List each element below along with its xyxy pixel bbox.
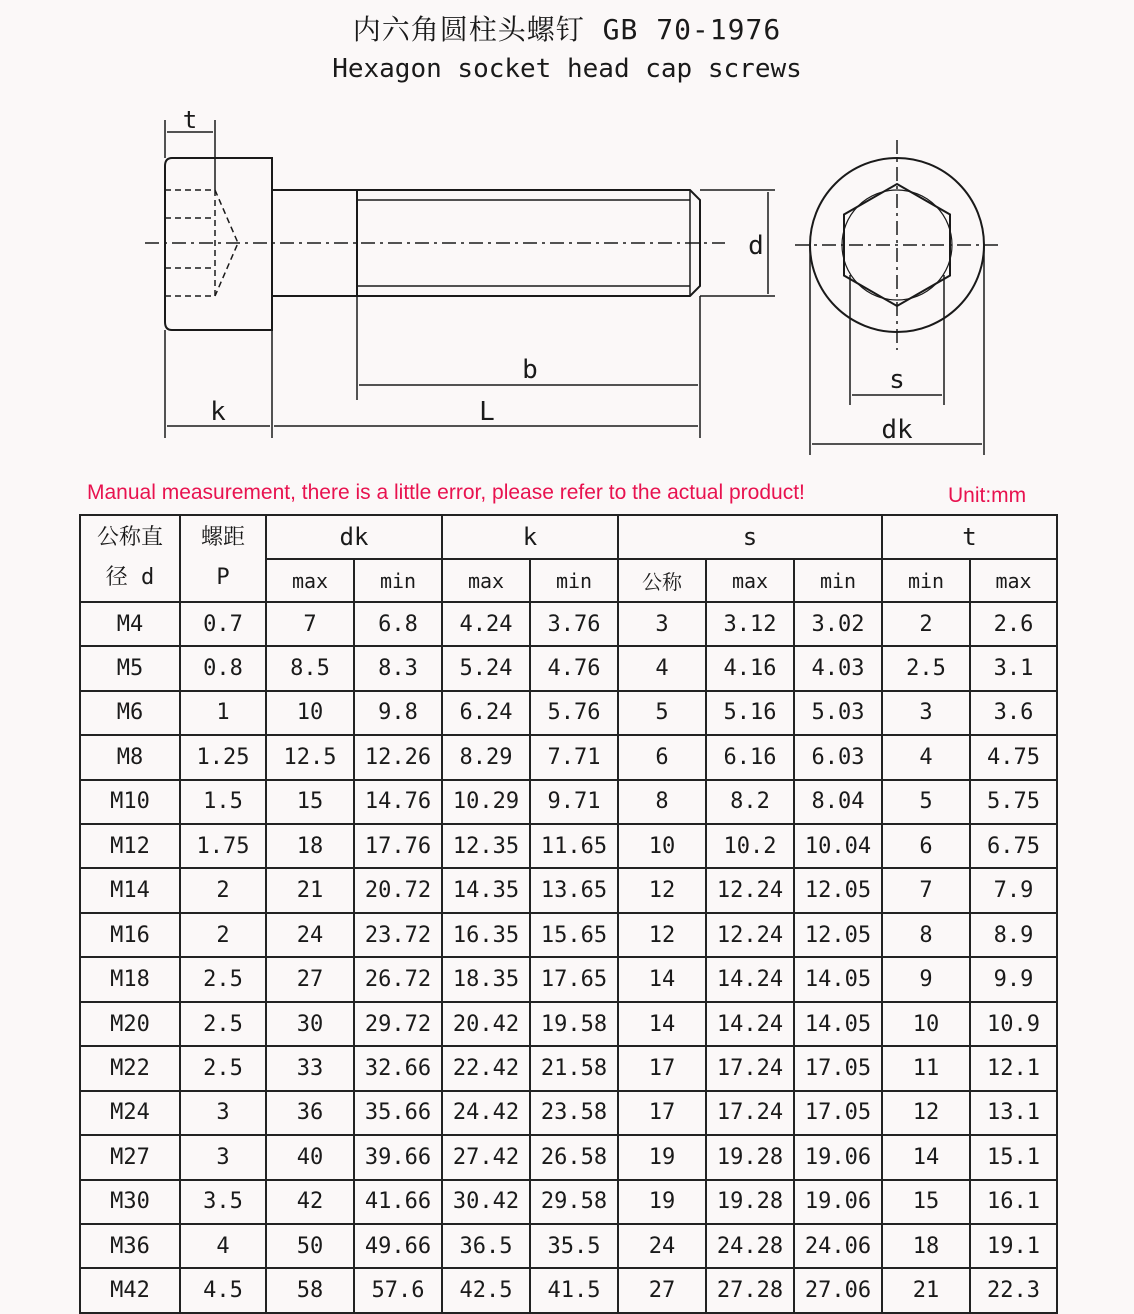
table-cell: 3 — [180, 1135, 266, 1179]
table-cell: 3.02 — [794, 602, 882, 646]
table-cell: 16.1 — [970, 1180, 1057, 1224]
table-cell: 8.9 — [970, 913, 1057, 957]
table-cell: 14 — [618, 1002, 706, 1046]
table-cell: 23.72 — [354, 913, 442, 957]
unit-label: Unit:mm — [948, 484, 1027, 507]
table-cell: 16.35 — [442, 913, 530, 957]
table-cell: 9.8 — [354, 691, 442, 735]
table-cell: 9.9 — [970, 957, 1057, 1001]
table-cell: 7.9 — [970, 868, 1057, 912]
table-row — [80, 913, 1057, 957]
table-cell: 57.6 — [354, 1268, 442, 1313]
table-cell: 36.5 — [442, 1224, 530, 1268]
table-cell: 1.75 — [180, 824, 266, 868]
table-cell: 4.24 — [442, 602, 530, 646]
table-cell: 1 — [180, 691, 266, 735]
table-cell: M16 — [80, 913, 180, 957]
table-cell: 12.05 — [794, 913, 882, 957]
table-row — [80, 780, 1057, 824]
table-cell: 8.3 — [354, 646, 442, 690]
table-cell: 9 — [882, 957, 970, 1001]
table-cell: 42 — [266, 1180, 354, 1224]
table-cell: 18 — [882, 1224, 970, 1268]
table-cell: 17.05 — [794, 1091, 882, 1135]
table-cell: 30.42 — [442, 1180, 530, 1224]
header-t-min: min — [882, 559, 970, 601]
table-cell: 13.1 — [970, 1091, 1057, 1135]
table-cell: 29.58 — [530, 1180, 618, 1224]
table-cell: M12 — [80, 824, 180, 868]
table-cell: 24 — [618, 1224, 706, 1268]
table-cell: 2 — [180, 868, 266, 912]
header-nominal-diameter — [80, 515, 180, 602]
table-cell: 6.16 — [706, 735, 794, 779]
table-cell: 12.24 — [706, 868, 794, 912]
table-cell: 8.04 — [794, 780, 882, 824]
table-cell: 15 — [882, 1180, 970, 1224]
table-cell: M36 — [80, 1224, 180, 1268]
table-cell: 12 — [618, 913, 706, 957]
table-cell: 8 — [882, 913, 970, 957]
table-cell: 27.42 — [442, 1135, 530, 1179]
header-s: s — [618, 515, 882, 559]
table-cell: 10 — [266, 691, 354, 735]
table-cell: 27 — [266, 957, 354, 1001]
label-t: t — [182, 106, 198, 134]
table-cell: 12.24 — [706, 913, 794, 957]
table-cell: 10.2 — [706, 824, 794, 868]
table-cell: 24.42 — [442, 1091, 530, 1135]
table-cell: 30 — [266, 1002, 354, 1046]
table-cell: 4 — [618, 646, 706, 690]
table-cell: 10 — [882, 1002, 970, 1046]
table-cell: 4 — [180, 1224, 266, 1268]
table-cell: 24 — [266, 913, 354, 957]
table-cell: 4.5 — [180, 1268, 266, 1313]
table-cell: M30 — [80, 1180, 180, 1224]
table-cell: 11 — [882, 1046, 970, 1090]
table-row — [80, 646, 1057, 690]
screw-head — [165, 158, 272, 330]
table-cell: 5.03 — [794, 691, 882, 735]
table-header-row-1 — [80, 515, 1057, 559]
table-cell: 2.5 — [180, 957, 266, 1001]
header-t-max: max — [970, 559, 1057, 601]
table-cell: 6 — [882, 824, 970, 868]
table-cell: 14.76 — [354, 780, 442, 824]
table-row — [80, 868, 1057, 912]
table-cell: 3 — [882, 691, 970, 735]
table-row — [80, 1224, 1057, 1268]
table-cell: 3.5 — [180, 1180, 266, 1224]
table-row — [80, 957, 1057, 1001]
table-cell: 15.1 — [970, 1135, 1057, 1179]
table-cell: 10.9 — [970, 1002, 1057, 1046]
table-cell: 27.28 — [706, 1268, 794, 1313]
table-cell: 19.1 — [970, 1224, 1057, 1268]
table-row — [80, 735, 1057, 779]
table-cell: 6.8 — [354, 602, 442, 646]
table-cell: M14 — [80, 868, 180, 912]
table-cell: 1.5 — [180, 780, 266, 824]
table-cell: 58 — [266, 1268, 354, 1313]
table-cell: 3.12 — [706, 602, 794, 646]
table-cell: 2 — [180, 913, 266, 957]
table-cell: 17.05 — [794, 1046, 882, 1090]
table-cell: 6.24 — [442, 691, 530, 735]
table-cell: 5.16 — [706, 691, 794, 735]
header-dk-max: max — [266, 559, 354, 601]
table-row — [80, 1135, 1057, 1179]
table-cell: 0.7 — [180, 602, 266, 646]
header-s-nominal: 公称 — [618, 559, 706, 601]
table-cell: M5 — [80, 646, 180, 690]
table-cell: 19.06 — [794, 1135, 882, 1179]
table-cell: 22.42 — [442, 1046, 530, 1090]
table-cell: M8 — [80, 735, 180, 779]
header-dk: dk — [266, 515, 442, 559]
table-row — [80, 1268, 1057, 1313]
table-cell: 21 — [266, 868, 354, 912]
table-cell: 19 — [618, 1135, 706, 1179]
table-cell: 4.16 — [706, 646, 794, 690]
table-cell: M10 — [80, 780, 180, 824]
table-cell: 12 — [882, 1091, 970, 1135]
table-cell: 19.06 — [794, 1180, 882, 1224]
table-cell: 4 — [882, 735, 970, 779]
label-b: b — [522, 355, 538, 385]
table-cell: M22 — [80, 1046, 180, 1090]
table-cell: 35.66 — [354, 1091, 442, 1135]
table-cell: 18.35 — [442, 957, 530, 1001]
table-cell: 6.03 — [794, 735, 882, 779]
table-cell: 14 — [618, 957, 706, 1001]
table-cell: 4.76 — [530, 646, 618, 690]
table-cell: 19.28 — [706, 1180, 794, 1224]
header-nominal-line2: 径 d — [105, 565, 155, 591]
table-cell: 8.2 — [706, 780, 794, 824]
table-cell: 14.24 — [706, 957, 794, 1001]
table-cell: 21 — [882, 1268, 970, 1313]
table-cell: 12.35 — [442, 824, 530, 868]
table-row — [80, 1046, 1057, 1090]
table-cell: 24.06 — [794, 1224, 882, 1268]
label-L: L — [479, 397, 495, 427]
table-cell: 17 — [618, 1046, 706, 1090]
table-cell: 9.71 — [530, 780, 618, 824]
table-cell: 5 — [618, 691, 706, 735]
table-cell: 41.66 — [354, 1180, 442, 1224]
table-cell: 39.66 — [354, 1135, 442, 1179]
measurement-note: Manual measurement, there is a little error, please refer to the actual product! — [87, 481, 805, 504]
table-cell: 3.6 — [970, 691, 1057, 735]
header-k-min: min — [530, 559, 618, 601]
table-cell: 40 — [266, 1135, 354, 1179]
table-cell: 24.28 — [706, 1224, 794, 1268]
table-cell: 14.05 — [794, 1002, 882, 1046]
table-cell: 14.05 — [794, 957, 882, 1001]
table-cell: 5.24 — [442, 646, 530, 690]
table-cell: M6 — [80, 691, 180, 735]
table-cell: 27 — [618, 1268, 706, 1313]
table-row — [80, 691, 1057, 735]
table-cell: 6 — [618, 735, 706, 779]
table-cell: 5.75 — [970, 780, 1057, 824]
table-row — [80, 602, 1057, 646]
table-cell: 12 — [618, 868, 706, 912]
table-cell: 15 — [266, 780, 354, 824]
table-cell: M20 — [80, 1002, 180, 1046]
table-cell: 14.24 — [706, 1002, 794, 1046]
table-cell: M4 — [80, 602, 180, 646]
table-cell: 20.42 — [442, 1002, 530, 1046]
table-cell: 15.65 — [530, 913, 618, 957]
table-cell: 17 — [618, 1091, 706, 1135]
table-cell: 13.65 — [530, 868, 618, 912]
table-cell: 10.04 — [794, 824, 882, 868]
table-cell: 19.58 — [530, 1002, 618, 1046]
table-cell: 42.5 — [442, 1268, 530, 1313]
label-dk: dk — [881, 415, 913, 445]
header-t: t — [882, 515, 1057, 559]
table-cell: 12.1 — [970, 1046, 1057, 1090]
table-cell: 17.65 — [530, 957, 618, 1001]
table-cell: 6.75 — [970, 824, 1057, 868]
table-cell: 32.66 — [354, 1046, 442, 1090]
screw-spec-table — [79, 514, 1058, 1314]
table-cell: 1.25 — [180, 735, 266, 779]
table-cell: 5.76 — [530, 691, 618, 735]
table-cell: 4.75 — [970, 735, 1057, 779]
header-nominal-line1: 公称直 — [96, 525, 163, 551]
table-cell: 7.71 — [530, 735, 618, 779]
table-cell: 36 — [266, 1091, 354, 1135]
table-cell: 2.5 — [882, 646, 970, 690]
table-cell: 14 — [882, 1135, 970, 1179]
table-cell: M42 — [80, 1268, 180, 1313]
table-cell: 26.72 — [354, 957, 442, 1001]
table-cell: 17.24 — [706, 1046, 794, 1090]
table-cell: 27.06 — [794, 1268, 882, 1313]
table-cell: 14.35 — [442, 868, 530, 912]
table-cell: 19.28 — [706, 1135, 794, 1179]
table-cell: 8.5 — [266, 646, 354, 690]
header-pitch — [180, 515, 266, 602]
table-cell: 10.29 — [442, 780, 530, 824]
table-cell: M18 — [80, 957, 180, 1001]
table-cell: 33 — [266, 1046, 354, 1090]
table-cell: 26.58 — [530, 1135, 618, 1179]
table-cell: M24 — [80, 1091, 180, 1135]
table-cell: 10 — [618, 824, 706, 868]
table-row — [80, 1002, 1057, 1046]
table-cell: 49.66 — [354, 1224, 442, 1268]
header-dk-min: min — [354, 559, 442, 601]
table-cell: 5 — [882, 780, 970, 824]
header-s-max: max — [706, 559, 794, 601]
label-k: k — [210, 397, 226, 427]
label-d: d — [748, 231, 764, 261]
table-cell: 19 — [618, 1180, 706, 1224]
table-cell: 12.26 — [354, 735, 442, 779]
table-cell: 21.58 — [530, 1046, 618, 1090]
table-cell: 3 — [180, 1091, 266, 1135]
label-s: s — [889, 365, 905, 395]
table-cell: M27 — [80, 1135, 180, 1179]
header-k: k — [442, 515, 618, 559]
table-cell: 11.65 — [530, 824, 618, 868]
table-cell: 2 — [882, 602, 970, 646]
table-cell: 8 — [618, 780, 706, 824]
table-cell: 2.5 — [180, 1046, 266, 1090]
table-cell: 0.8 — [180, 646, 266, 690]
table-cell: 3.76 — [530, 602, 618, 646]
table-cell: 2.6 — [970, 602, 1057, 646]
table-cell: 12.5 — [266, 735, 354, 779]
table-cell: 12.05 — [794, 868, 882, 912]
header-pitch-line2: P — [216, 565, 230, 591]
table-cell: 3.1 — [970, 646, 1057, 690]
screw-technical-drawing — [0, 95, 1134, 470]
table-cell: 8.29 — [442, 735, 530, 779]
table-cell: 7 — [882, 868, 970, 912]
table-cell: 35.5 — [530, 1224, 618, 1268]
table-row — [80, 1091, 1057, 1135]
table-cell: 17.76 — [354, 824, 442, 868]
table-cell: 50 — [266, 1224, 354, 1268]
table-cell: 41.5 — [530, 1268, 618, 1313]
page-title-chinese: 内六角圆柱头螺钉 GB 70-1976 — [352, 13, 782, 46]
table-cell: 7 — [266, 602, 354, 646]
table-cell: 20.72 — [354, 868, 442, 912]
table-cell: 18 — [266, 824, 354, 868]
table-cell: 23.58 — [530, 1091, 618, 1135]
table-row — [80, 824, 1057, 868]
table-cell: 2.5 — [180, 1002, 266, 1046]
table-cell: 17.24 — [706, 1091, 794, 1135]
table-cell: 22.3 — [970, 1268, 1057, 1313]
header-pitch-line1: 螺距 — [200, 525, 245, 551]
page-title-english: Hexagon socket head cap screws — [332, 54, 802, 84]
table-cell: 4.03 — [794, 646, 882, 690]
header-s-min: min — [794, 559, 882, 601]
header-k-max: max — [442, 559, 530, 601]
table-row — [80, 1180, 1057, 1224]
table-cell: 3 — [618, 602, 706, 646]
table-cell: 29.72 — [354, 1002, 442, 1046]
